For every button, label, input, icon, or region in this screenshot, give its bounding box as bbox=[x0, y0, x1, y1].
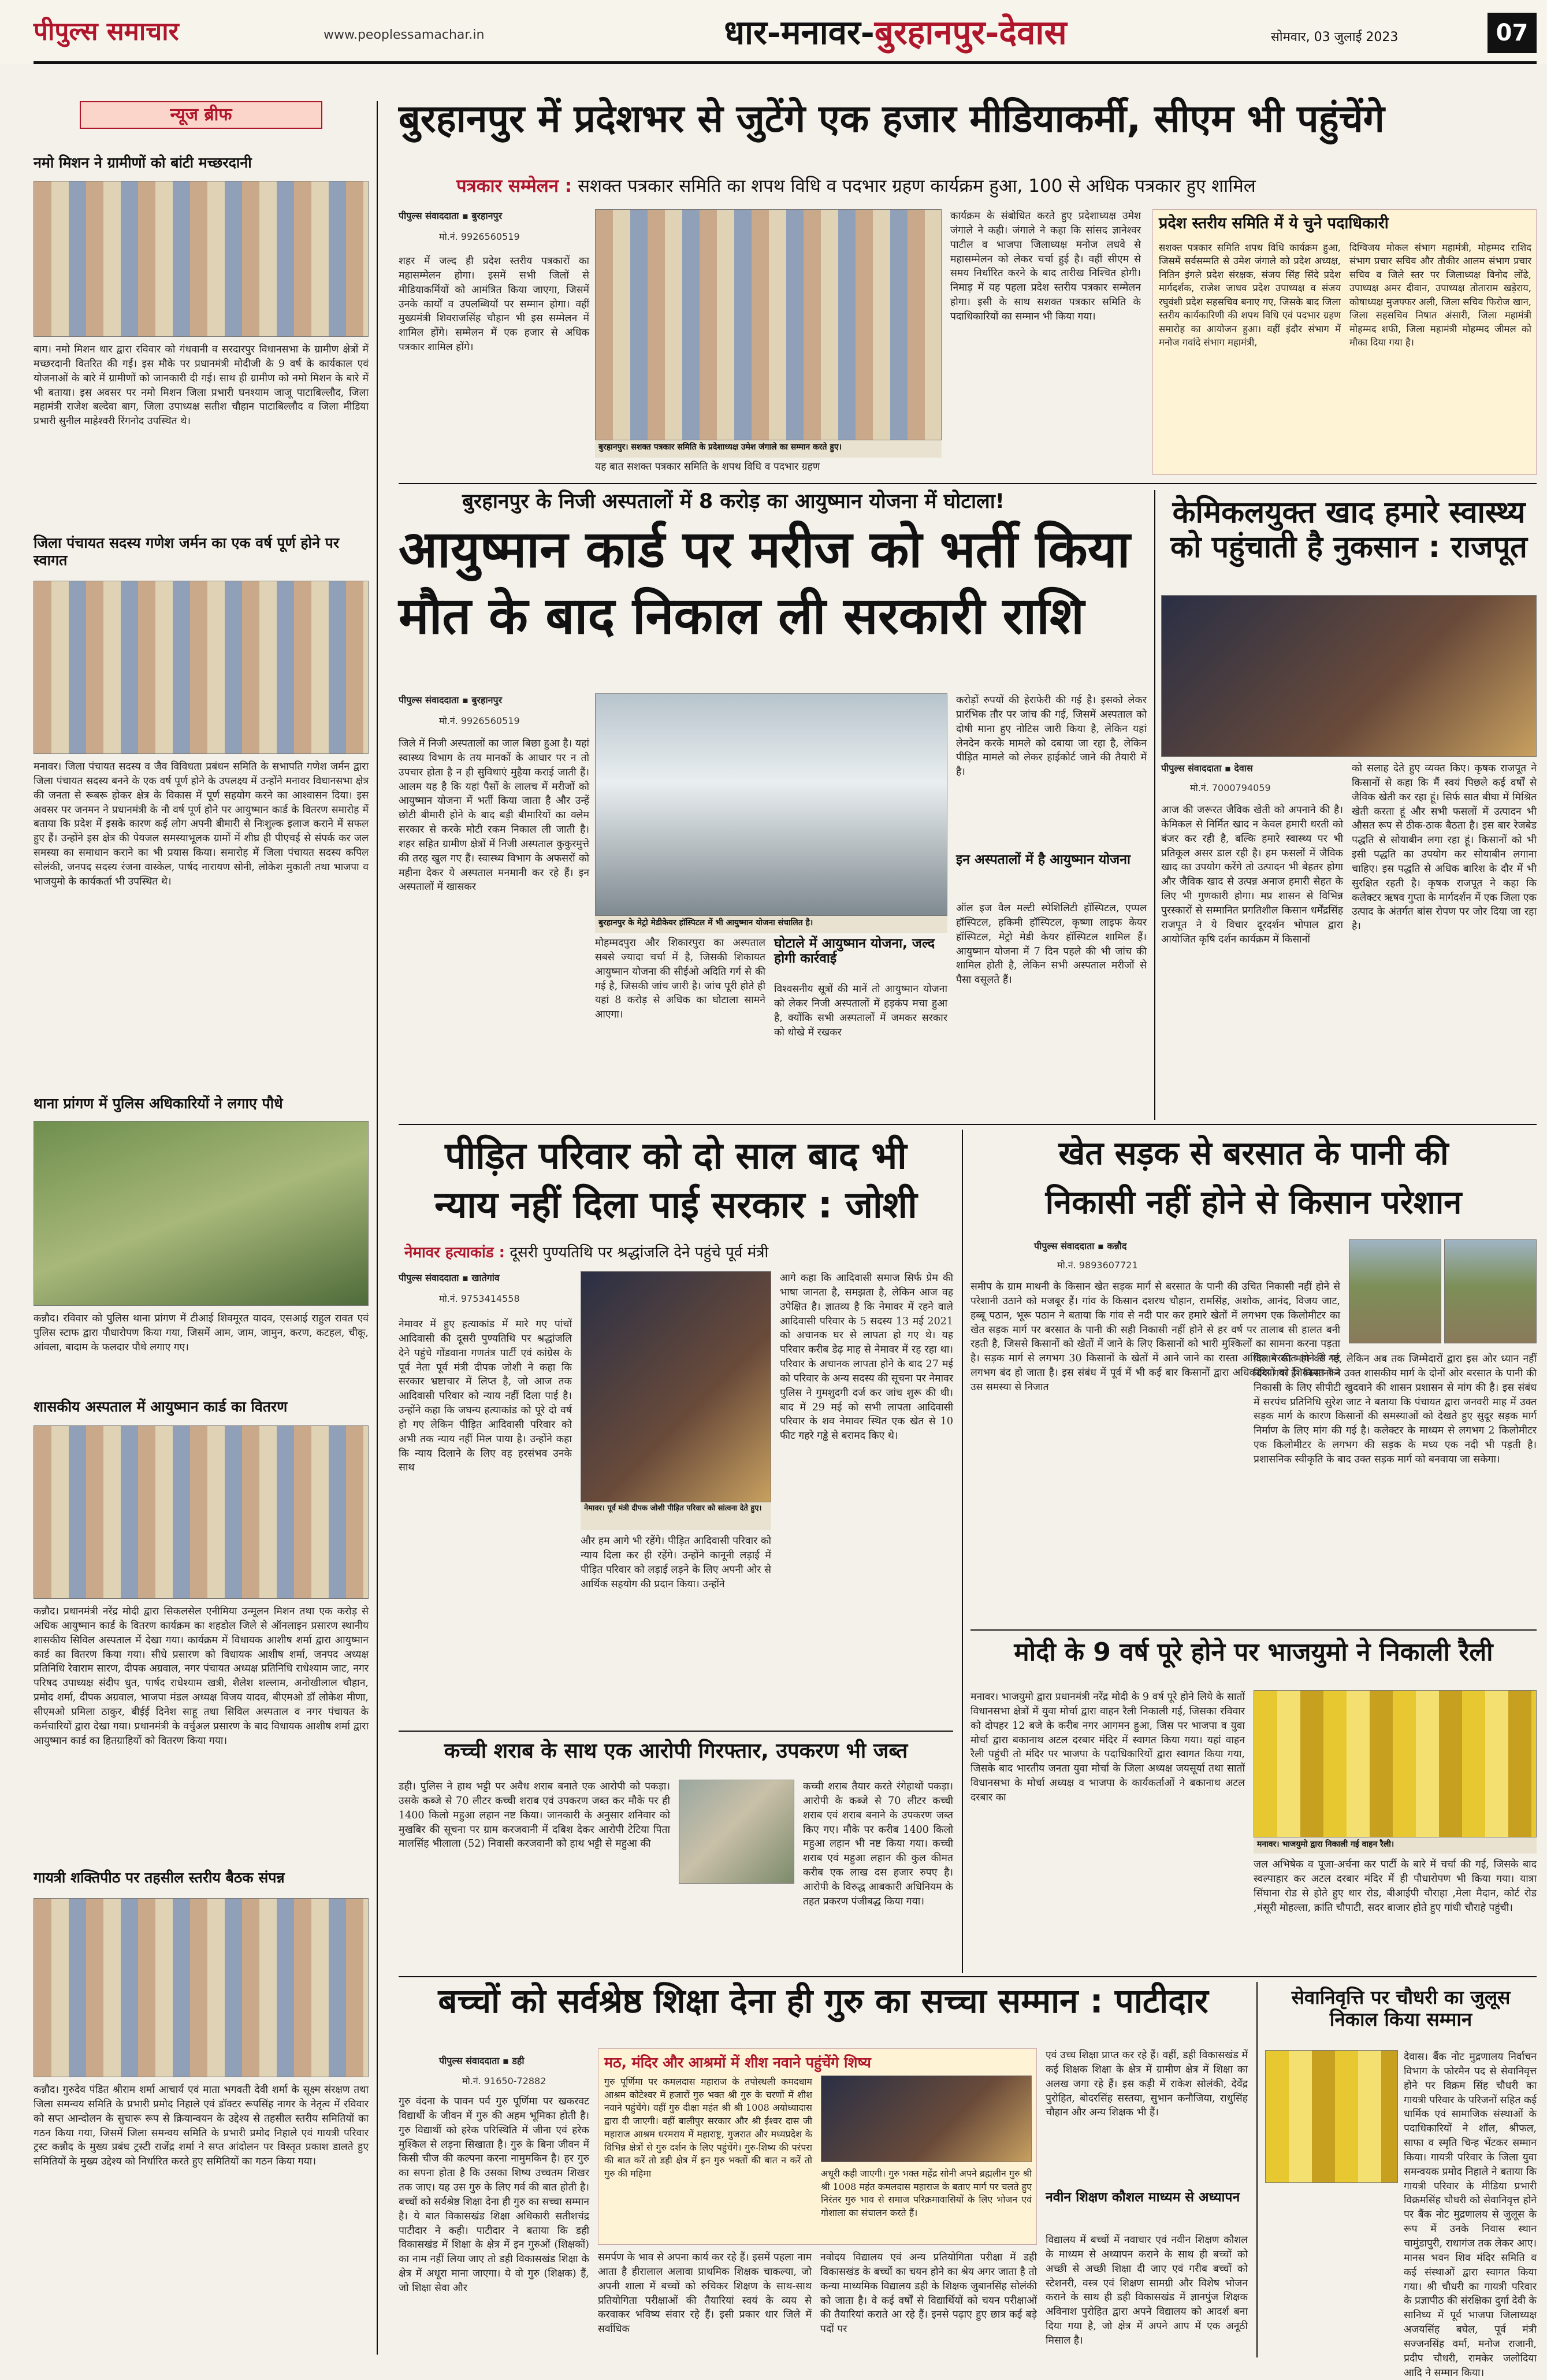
brief-text-2: मनावर। जिला पंचायत सदस्य व जैव विविधता प्रबंधन समिति के सभापति गणेश जर्मन द्वारा जिला पंचायत सदस्य बनने के एक वर्ष पूर्ण होने के उपलक्ष्य में उन्होंने मनावर विधानसभा क्षेत्र की जनता से रूबरू होकर क्षेत्र के विकास में पूर्ण सहयोग करने का आश्वासन दिया। इस अवसर पर जनमन ने प्रधानमंत्री के नौ वर्ष पूर्ण होने पर आयुष्मान कार्ड के वितरण समारोह में बताया कि प्रदेश में इसके कारण कई लोग अपनी बीमारी से निःशुल्क इलाज कराने में सफल हुए हैं। उन्होंने इस क्षेत्र की पेयजल समस्याभूलक ग्रामों में शीघ्र ही पीएचई से संपर्क कर जल समस्या का समाधान कराने का भी प्रयास किया। समारोह में जिला पंचायत सदस्य कपिल सोलंकी, जनपद सदस्य रंजना वास्केल, पार्षद नारायण सोनी, लोकेश मुकाती तथा भाजपा व भाजयुमो के कार्यकर्ता भी उपस्थित थे। bbox=[34, 761, 369, 888]
teacher-col1: गुरु वंदना के पावन पर्व गुरु पूर्णिमा पर खकरवट विद्यार्थी के जीवन में गुरु की अहम भूमिका होती है। गुरु विद्यार्थी को हरेक परिस्थिति में जीना एवं हरेक मुश्किल से लड़ना सिखाता है। गुरु के बिना जीवन में किसी चीज की कल्पना करना नामुमकिन है। हर गुरु का सपना होता है कि उसका शिष्य उच्चतम शिखर तक जाए। यह उस गुरु के लिए गर्व की बात होती है। बच्चों को सर्वश्रेष्ठ शिक्षा देना ही गुरु का सच्चा सम्मान है। ये बात विकासखंड शिक्षा अधिकारी सतीशचंद्र पाटीदार ने कही। पाटीदार ने बताया कि डही विकासखंड में शिक्षा के क्षेत्र में इन गुरुओं (शिक्षकों) का नाम नहीं लिया जाए तो डही विकासखंड शिक्षा के क्षेत्र में अधूरा माना जाएगा। ये वो गुरु (शिक्षक) हैं, जो शिक्षा सेवा और bbox=[399, 2096, 589, 2294]
chemical-headline: केमिकलयुक्त खाद हमारे स्वास्थ्य को पहुंचाती है नुकसान : राजपूत bbox=[1170, 495, 1527, 565]
ayushman-phone: मो.नं. 9926560519 bbox=[439, 715, 520, 726]
teacher-col7: विद्यालय में बच्चों में नवाचार एवं नवीन शिक्षण कौशल के माध्यम से अध्यापन कराने के साथ ही बच्चों को अच्छी से अच्छी शिक्षा दी जाए एवं गरीब बच्चों को स्टेशनरी, वस्त्र एवं शिक्षण सामग्री और विशेष भोजन कराने के साथ ही डही विकासखंड में ज्ञानपुंज शिक्षक अविनाश पुरोहित द्वारा अपने विद्यालय को आदर्श बना दिया गया है, जो क्षेत्र में अपने आप में एक अनूठी मिसाल है। bbox=[1046, 2234, 1248, 2346]
ayushman-caption: बुरहानपुर के मेट्रो मेडीकेयर हॉस्पिटल में भी आयुष्मान योजना संचालित है। bbox=[595, 916, 947, 933]
brief-title-2: जिला पंचायत सदस्य गणेश जर्मन का एक वर्ष पूर्ण होने पर स्वागत bbox=[34, 534, 340, 569]
joshi-headline-1: पीड़ित परिवार को दो साल बाद भी bbox=[445, 1135, 907, 1178]
brief-photo-5 bbox=[34, 1898, 369, 2077]
joshi-phone: मो.नं. 9753414558 bbox=[439, 1293, 520, 1304]
brief-title-3: थाना प्रांगण में पुलिस अधिकारियों ने लगाए पौधे bbox=[34, 1095, 283, 1112]
road-photo-1 bbox=[1349, 1239, 1441, 1343]
brief-text-1: बाग। नमो मिशन धार द्वारा रविवार को गंधवानी व सरदारपुर विधानसभा के ग्रामीण क्षेत्रों में मच्छरदानी वितरित की गई। इस मौके पर प्रधानमंत्री मोदीजी के 9 वर्ष के कार्यकाल एवं योजनाओं के बारे में ग्रामीणों को जानकारी दी गई। साथ ही ग्रामीण को नमो मिशन के बारे में भी बताया। इस अवसर पर नमो मिशन जिला प्रभारी घनश्याम जाजू पाटाबिल्लौद, जिला महामंत्री राजेश बल्देवा बाग, जिला उपाध्यक्ष सतीश चौहान पाटाबिल्लौद व जिला मीडिया प्रभारी सुनील माहेश्वरी रिंगनोद उपस्थित थे। bbox=[34, 344, 369, 428]
lead-kicker: पत्रकार सम्मेलन : bbox=[456, 176, 572, 196]
joshi-kicker: नेमावर हत्याकांड : bbox=[404, 1244, 505, 1261]
ayushman-byline-place: बुरहानपुर bbox=[471, 695, 503, 706]
joshi-byline-name: पीपुल्स संवाददाता bbox=[399, 1272, 459, 1283]
teacher-sub: नवीन शिक्षण कौशल माध्यम से अध्यापन bbox=[1046, 2190, 1240, 2205]
lead-photo bbox=[595, 209, 942, 440]
teacher-headline: बच्चों को सर्वश्रेष्ठ शिक्षा देना ही गुरु का सच्चा सम्मान : पाटीदार bbox=[438, 1981, 1208, 2021]
modi-divider bbox=[970, 1629, 1537, 1631]
brief-text-4: कन्नौद। प्रधानमंत्री नरेंद्र मोदी द्वारा सिकलसेल एनीमिया उन्मूलन मिशन तथा एक करोड़ से अधिक आयुष्मान कार्ड के वितरण कार्यक्रम का शहडोल जिले से ऑनलाइन प्रसारण स्थानीय शासकीय सिविल अस्पताल में देखा गया। कार्यक्रम में विधायक आशीष शर्मा द्वारा आयुष्मान कार्ड का वितरण किया गया। सीधे प्रसारण को विधायक आशीष शर्मा, जनपद अध्यक्ष प्रतिनिधि रेवाराम सारण, दीपक अग्रवाल, नगर पंचायत अध्यक्ष प्रतिनिधि राधेश्याम जाट, नगर परिषद उपाध्यक्ष संदीप धुत, पार्षद राधेश्याम खत्री, शैलेश शल्लाम, अनोखीलाल चौहान, प्रमोद शर्मा, दीपक अग्रवाल, भाजपा मंडल अध्यक्ष विजय यादव, बीएमओ डॉ लोकेश मीणा, सीएमओ प्रमिला ठाकुर, बीईई दिनेश साहू तथा सिविल अस्पताल व नगर पंचायत के कर्मचारियों द्वारा देखा गया। प्रधानमंत्री के वर्चुअल प्रसारण के बाद विधायक आशीष शर्मा द्वारा आयुष्मान कार्ड का हितग्राहियों को वितरण किया गया। bbox=[34, 1606, 369, 1747]
section-title-b: बुरहानपुर-देवास bbox=[874, 13, 1067, 52]
ayushman-byline: पीपुल्स संवाददाता ▪ बुरहानपुर bbox=[399, 695, 503, 706]
modi-caption: मनावर। भाजयुमो द्वारा निकाली गई वाहन रैली। bbox=[1254, 1837, 1537, 1854]
ayushman-col4: करोड़ों रुपयों की हेराफेरी की गई है। इसको लेकर प्रारंभिक तौर पर जांच की गई, जिसमें अस्पताल को दोषी माना हुए नोटिस जारी किया है, लेकिन यहां लेनदेन करके मामले को दबाया जा रहा है, लेकिन पीड़ित मामले को लेकर हाईकोर्ट जाने की तैयारी में है। bbox=[956, 695, 1147, 778]
ayushman-col2: मोहम्मदपुरा और शिकारपुरा का अस्पताल सबसे ज्यादा चर्चा में है, जिसकी शिकायत आयुष्मान योजना की सीईओ अदिति गर्ग से की गई है, जिसकी जांच जारी है। जांच पूरी होते ही यहां 8 करोड़ से अधिक का घोटाला सामने आएगा। bbox=[595, 937, 765, 1021]
teacher-byline: पीपुल्स संवाददाता ▪ डही bbox=[439, 2055, 525, 2066]
liquor-headline: कच्ची शराब के साथ एक आरोपी गिरफ्तार, उपकरण भी जब्त bbox=[444, 1739, 908, 1763]
road-byline-name: पीपुल्स संवाददाता bbox=[1034, 1241, 1095, 1252]
teacher-col3: अधूरी कही जाएगी। गुरु भक्त महेंद्र सोनी अपने ब्रह्मलीन गुरु श्री श्री 1008 महंत कमलदास महाराज के बताए मार्ग पर चलते हुए निरंतर गुरु भाव से समाज परिक्रमावासियों के लिए भोजन एवं गोशाला का संचालन करते हैं। bbox=[821, 2168, 1032, 2219]
road-phone: मो.नं. 9893607721 bbox=[1057, 1260, 1138, 1271]
masthead bbox=[0, 0, 1547, 64]
teacher-col4: समर्पण के भाव से अपना कार्य कर रहे हैं। इसमें पहला नाम आता है हीरालाल अलावा प्राथमिक शिक्षक चाकल्या, जो अपनी शाला में बच्चों को रुचिकर शिक्षण के साथ-साथ प्रतियोगिता परीक्षाओं की तैयारियां स्वयं के व्यय से करवाकर भविष्य संवार रहे हैं। इसी प्रकार धार जिले में सर्वाधिक bbox=[598, 2252, 812, 2336]
lead-officials-box bbox=[1152, 209, 1537, 475]
ayushman-sub1: घोटाले में आयुष्मान योजना, जल्द होगी कार्रवाई bbox=[774, 936, 935, 967]
liquor-col1: डही। पुलिस ने हाथ भट्टी पर अवैध शराब बनाते एक आरोपी को पकड़ा। उसके कब्जे से 70 लीटर कच्ची शराब एवं उपकरण जब्त कर मौके पर ही 1400 किलो महुआ लहान नष्ट किया। जानकारी के अनुसार शनिवार को मुखबिर की सूचना पर ग्राम करजवानी में दबिश देकर आरोपी टेटिया पिता मालसिंह भीलाला (52) निवासी करजवानी को हाथ भट्टी से महुआ की bbox=[399, 1781, 670, 1850]
ayushman-col3: विश्वसनीय सूत्रों की मानें तो आयुष्मान योजना को लेकर निजी अस्पतालों में हड़कंप मचा हुआ है, क्योंकि सभी अस्पतालों में जमकर सरकार को धोखे में रखकर bbox=[774, 983, 947, 1038]
ayushman-sub2: इन अस्पतालों में है आयुष्मान योजना bbox=[956, 852, 1130, 867]
joshi-headline-2: न्याय नहीं दिला पाई सरकार : जोशी bbox=[434, 1184, 917, 1227]
modi-photo bbox=[1254, 1690, 1537, 1837]
retire-headline: सेवानिवृत्ति पर चौधरी का जुलूस निकाल किया सम्मान bbox=[1291, 1986, 1511, 2030]
road-headline-1: खेत सड़क से बरसात के पानी की bbox=[1058, 1135, 1449, 1172]
modi-headline: मोदी के 9 वर्ष पूरे होने पर भाजयुमो ने निकाली रैली bbox=[1014, 1638, 1493, 1667]
teacher-byline-place: डही bbox=[512, 2055, 525, 2066]
lead-col1: शहर में जल्द ही प्रदेश स्तरीय पत्रकारों का महासम्मेलन होगा। इसमें सभी जिलों से मीडियाकर्मियों को आमंत्रित किया जाएगा, जिसमें उनके कार्यों व उपलब्धियों पर सम्मान होगा। वहीं मुख्यमंत्री शिवराजसिंह चौहान भी इस सम्मेलन में शामिल होंगे। सम्मेलन में एक हजार से अधिक पत्रकार शामिल होंगे। bbox=[399, 255, 589, 354]
chemical-col2: को सलाह देते हुए व्यक्त किए। कृषक राजपूत ने किसानों से कहा कि मैं स्वयं पिछले कई वर्षों से जैविक खेती कर रहा हूं। सिर्फ सात बीघा में मिश्रित खेती करता हूं और सभी फसलों में उत्पादन भी औसत रूप से ठीक-ठाक बैठता है। इस बार रेजबेड पद्धति से सोयाबीन लगा रहा हूं। किसानों को भी इसी पद्धति का उपयोग कर सोयाबीन लगाना चाहिए। इस पद्धति से अधिक बारिश के दौर में भी सुरक्षित रहती है। कृषक राजपूत ने कहा कि कलेक्टर ऋषव गुप्ता के मार्गदर्शन में एक जिला एक उत्पाद के अंतर्गत बांस रोपण पर जोर दिया जा रहा है। bbox=[1352, 763, 1537, 933]
chemical-byline-name: पीपुल्स संवाददाता bbox=[1161, 763, 1222, 774]
joshi-subhead bbox=[404, 1241, 959, 1262]
road-col1: समीप के ग्राम माथनी के किसान खेत सड़क मार्ग से बरसात के पानी की उचित निकासी नहीं होने से परेशानी उठाने को मजबूर हैं। गांव के किसान दशरथ चौहान, रामसिंह, अशोक, आनंद, विजय जाट, हब्बू पठान, भूरू पठान ने बताया कि गांव से नदी पार कर हमारे खेतों में लगभग एक किलोमीटर का खेत सड़क मार्ग पर बरसात के पानी की सही निकासी नहीं होने से हर वर्ष पर तालाब सी हालत बनी रहती है, जिससे किसानों को खेतों में जाने के लिए किसानों को भारी मुश्किलों का सामना करना पड़ता है। सड़क मार्ग से लगभग 30 किसानों के खेतों में आने जाने का रास्ता अधिक बरसात होने से पर लगभग बंद हो जाता है। इस संबंध में पूर्व में भी कई बार किसानों द्वारा अधिकारियों को शिकायत कर उस समस्या से निजात bbox=[970, 1281, 1340, 1393]
chemical-byline-place: देवास bbox=[1234, 763, 1253, 774]
brief-title-5: गायत्री शक्तिपीठ पर तहसील स्तरीय बैठक संपन्न bbox=[34, 1869, 285, 1886]
joshi-col2: और हम आगे भी रहेंगे। पीड़ित आदिवासी परिवार को न्याय दिला कर ही रहेंगे। उन्होंने कानूनी लड़ाई में पीड़ित परिवार को लड़ाई लड़ने के लिए अपनी ओर से आर्थिक सहयोग की प्रदान किया। उन्होंने bbox=[581, 1535, 771, 1590]
joshi-subhead-text: दूसरी पुण्यतिथि पर श्रद्धांजलि देने पहुंचे पूर्व मंत्री bbox=[510, 1244, 769, 1261]
brief-title-4: शासकीय अस्पताल में आयुष्मान कार्ड का वितरण bbox=[34, 1398, 288, 1415]
road-divider bbox=[962, 1130, 963, 1973]
brief-divider bbox=[377, 101, 378, 2355]
road-headline-2: निकासी नहीं होने से किसान परेशान bbox=[1045, 1184, 1462, 1221]
lead-headline: बुरहानपुर में प्रदेशभर से जुटेंगे एक हजार मीडियाकर्मी, सीएम भी पहुंचेंगे bbox=[399, 96, 1385, 141]
retire-text: देवास। बैंक नोट मुद्रणालय निर्वाचन विभाग के फोरमैन पद से सेवानिवृत्त होने पर विक्रम सिंह चौधरी का गायत्री परिवार के परिजनों सहित कई धार्मिक एवं सामाजिक संस्थाओं के पदाधिकारियों ने शॉल, श्रीफल, साफा व स्मृति चिन्ह भेंटकर सम्मान किया। गायत्री परिवार के जिला युवा समन्वयक प्रमोद निहाले ने बताया कि गायत्री परिवार के मीडिया प्रभारी विक्रमसिंह चौधरी को सेवानिवृत्त होने पर बैंक नोट मुद्रणालय से जुलूस के रूप में उनके निवास स्थान चामुंडापुरी, राधागंज तक लेकर आए। मानस भवन शिव मंदिर समिति व कई संस्थाओं द्वारा स्वागत किया गया। श्री चौधरी का गायत्री परिवार के प्रज्ञापीठ की संरक्षिका दुर्गा देवी के सानिध्य में पूर्व भाजपा जिलाध्यक्ष अजयसिंह बघेल, पूर्व मंत्री सज्जनसिंह वर्मा, मनोज राजानी, प्रदीप चौधरी, रामकेर जलोदिया आदि ने सम्मान किया। bbox=[1404, 2051, 1537, 2379]
masthead-url[interactable]: www.peoplessamachar.in bbox=[323, 28, 485, 42]
masthead-date: सोमवार, 03 जुलाई 2023 bbox=[1271, 30, 1399, 44]
lead-officials-b: दिग्विजय मोकल संभाग महामंत्री, मोहम्मद राशिद संभाग प्रचार सचिव और तौकीर आलम संभाग प्रचार सचिव व जिले स्तर पर जिलाध्यक्ष विनोद लोंढे, उपाध्यक्ष अमर दीवान, उपाध्यक्ष तोताराम खड़ेराय, कोषाध्यक्ष मुजफ्फर अली, जिला सचिव फिरोज खान, जिला सहसचिव निषात अंसारी, जिला महामंत्री मोहम्मद शफी, जिला महामंत्री मोहम्मद जीमल को मौका दिया गया है। bbox=[1349, 242, 1531, 348]
lead-officials-title: प्रदेश स्तरीय समिति में ये चुने पदाधिकारी bbox=[1159, 214, 1389, 232]
brief-photo-1 bbox=[34, 181, 369, 337]
teacher-col6: एवं उच्च शिक्षा प्राप्त कर रहे हैं। वहीं, डही विकासखंड में कई शिक्षक शिक्षा के क्षेत्र में ग्रामीण क्षेत्र में शिक्षा का अलख जगा रहे हैं। इस कड़ी में राकेश सोलंकी, देवेंद्र पुरोहित, बोदरसिंह सस्तया, सुभान कनौजिया, राधुसिंह चौहान और अन्य शिक्षक भी हैं। bbox=[1046, 2049, 1248, 2119]
chemical-col1: आज की जरूरत जैविक खेती को अपनाने की है। केमिकल से निर्मित खाद न केवल हमारी धरती को बंजर कर रही है, बल्कि हमारे स्वास्थ्य पर भी प्रतिकूल असर डाल रही है। हम फसलों में जैविक खाद का उपयोग करेंगे तो उत्पादन भी बेहतर होगा और जैविक खाद से उत्पन्न अनाज हमारी सेहत के लिए भी गुणकारी होगा। मप्र शासन से विभिन्न पुरस्कारों से सम्मानित प्रगतिशील किसान धर्मेंद्रसिंह राजपूत ने ये विचार दूरदर्शन भोपाल द्वारा आयोजित कृषि दर्शन कार्यक्रम में किसानों bbox=[1161, 804, 1343, 945]
road-col2: दिलाने की मांग की गई, लेकिन अब तक जिम्मेदारों द्वारा इस ओर ध्यान नहीं दिया गया है। किसानों ने उक्त शासकीय मार्ग के दोनों ओर बरसात के पानी की निकासी के लिए सीपीटी खुदवाने की शासन प्रशासन से मांग की है। इस संबंध में सरपंच प्रतिनिधि सुरेश जाट ने बताया कि पंचायत द्वारा जनवरी माह में उक्त सड़क मार्ग के कारण किसानों की समस्याओं को देखते हुए सुदूर सड़क मार्ग निर्माण के लिए मांग की गई है। कलेक्टर के माध्यम से लगभग 2 किलोमीटर एक किलोमीटर के लगभग की सड़क के मध्य एक नदी भी पड़ती है। प्रशासनिक स्वीकृति के बाद उक्त सड़क मार्ग को बनवाया जा सकेगा। bbox=[1254, 1353, 1537, 1465]
teacher-photo bbox=[821, 2075, 1032, 2162]
road-byline-place: कन्नौद bbox=[1107, 1241, 1127, 1252]
ayushman-kicker: बुरहानपुर के निजी अस्पतालों में 8 करोड़ का आयुष्मान योजना में घोटाला! bbox=[462, 490, 1005, 513]
joshi-col1: नेमावर में हुए हत्याकांड में मारे गए पांचों आदिवासी की दूसरी पुण्यतिथि पर श्रद्धांजलि देने पहुंचे गोंडवाना गणतंत्र पार्टी एवं कांग्रेस के पूर्व नेता पूर्व मंत्री दीपक जोशी ने कहा कि सरकार भ्रष्टाचार में लिप्त है, जो आज तक आदिवासी परिवार को न्याय नहीं दिला पाई है। उन्होंने कहा कि जघन्य हत्याकांड को पूरे दो वर्ष हो गए लेकिन पीड़ित आदिवासी परिवार को अभी तक न्याय नहीं मिल पाया है। उन्होंने कहा कि न्याय दिलाने के लिए वह हरसंभव उनके साथ bbox=[399, 1319, 572, 1474]
joshi-caption: नेमावर। पूर्व मंत्री दीपक जोशी पीड़ित परिवार को सांत्वना देते हुए। bbox=[581, 1502, 771, 1530]
chemical-photo bbox=[1161, 595, 1537, 757]
lead-subhead-text: सशक्त पत्रकार समिति का शपथ विधि व पदभार ग्रहण कार्यक्रम हुआ, 100 से अधिक पत्रकार हुए शामिल bbox=[578, 176, 1256, 196]
road-photo-2 bbox=[1444, 1239, 1537, 1343]
lead-subhead bbox=[456, 173, 1531, 196]
ayushman-headline-2: मौत के बाद निकाल ली सरकारी राशि bbox=[399, 586, 1084, 645]
teacher-box bbox=[598, 2048, 1037, 2245]
modi-col2: जल अभिषेक व पूजा-अर्चना कर पार्टी के बारे में चर्चा की गई, जिसके बाद स्वल्पाहार कर अटल दरबार मंदिर में ही पौधारोपण भी किया गया। यात्रा सिंघाना रोड से होते हुए धार रोड, बीआईपी चौराहा ,मेला मैदान, कोर्ट रोड ,मंसूरी मोहल्ला, क्रांति चौपाटी, सदर बाजार होते हुए गांधी चौराहे पहुंची। bbox=[1254, 1859, 1537, 1914]
chemical-phone: मो.नं. 7000794059 bbox=[1190, 782, 1271, 793]
lead-byline-place: बुरहानपुर bbox=[471, 210, 503, 221]
lead-byline-name: पीपुल्स संवाददाता bbox=[399, 210, 459, 221]
ayushman-headline-1: आयुष्मान कार्ड पर मरीज को भर्ती किया bbox=[399, 519, 1130, 579]
joshi-photo bbox=[581, 1271, 771, 1502]
joshi-col3: आगे कहा कि आदिवासी समाज सिर्फ प्रेम की भाषा जानता है, समझता है, लेकिन आज वह उपेक्षित है। ज्ञातव्य है कि नेमावर में रहने वाले आदिवासी परिवार के 5 सदस्य 13 मई 2021 को अचानक घर से लापता हो गए थे। यह परिवार करीब डेढ़ माह से नेमावर में रह रहा था। परिवार के अचानक लापता होने के बाद 27 मई को परिवार के अन्य सदस्य की सूचना पर नेमावर पुलिस ने गुमशुदगी दर्ज कर जांच शुरू की थी। बाद में 29 मई को सभी लापता आदिवासी परिवार के शव नेमावर स्थित एक खेत से 10 फीट गहरे गड्ढे से बरामद किए थे। bbox=[780, 1272, 953, 1442]
retire-divider bbox=[1256, 1982, 1258, 2357]
lead-col-bottom: यह बात सशक्त पत्रकार समिति के शपथ विधि व पदभार ग्रहण bbox=[595, 461, 820, 473]
lead-officials-a: सशक्त पत्रकार समिति शपथ विधि कार्यक्रम हुआ, जिसमें सर्वसम्मति से उमेश जंगाले को प्रदेश अध्यक्ष, नितिन इंगले प्रदेश संरक्षक, संजय सिंह सिंदे प्रदेश मार्गदर्शक, राजेश जाधव प्रदेश उपाध्यक्ष व संजय रघुवंशी प्रदेश सहसचिव बनाए गए, जिसके बाद जिला स्तरीय कार्यकारिणी की शपथ विधि एवं पदभार ग्रहण समारोह का आयोजन हुआ। वहीं इंदौर संभाग में मनोज गवांदे संभाग महामंत्री, bbox=[1159, 242, 1341, 348]
lead-divider bbox=[399, 483, 1537, 484]
news-brief-header: न्यूज ब्रीफ bbox=[80, 101, 322, 129]
joshi-byline-place: खातेगांव bbox=[471, 1272, 500, 1283]
road-byline: पीपुल्स संवाददाता ▪ कन्नौद bbox=[1034, 1241, 1127, 1252]
lead-col3: कार्यक्रम के संबोधित करते हुए प्रदेशाध्यक्ष उमेश जंगाले ने कही। जंगाले ने कहा कि सांसद ज्ञानेश्वर पाटील व भाजपा जिलाध्यक्ष मनोज लधवे से महासम्मेलन को लेकर चर्चा हुई है। वहीं सीएम से समय निर्धारित करने के बाद तारीख निश्चित होगी। निमाड़ में यह पहला प्रदेश स्तरीय पत्रकार सम्मेलन होगा। इसी के साथ सशक्त पत्रकार समिति के पदाधिकारियों का सम्मान भी किया गया। bbox=[950, 210, 1141, 322]
teacher-col2: गुरु पूर्णिमा पर कमलदास महाराज के तपोस्थली कमदधाम आश्रम कोटेश्वर में हजारों गुरु भक्त श्री गुरु के चरणों में शीश नवाने पहुंचेंगे। वहीं गुरु दीक्षा महंत श्री श्री 1008 अयोध्यादास द्वारा दी जाएगी। वहीं बालीपुर सरकार और श्री ईश्वर दास जी महाराज आश्रम धरमराय में महाराष्ट्र, गुजरात और मध्यप्रदेश के विभिन्न क्षेत्रों से गुरु दर्शन के लिए पहुंचेंगे। गुरु-शिष्य की परंपरा की बात करें तो डही क्षेत्र में इन गुरु भक्तों की बात न करें तो गुरु की महिमा bbox=[604, 2076, 812, 2179]
section-title bbox=[549, 8, 1242, 54]
modi-col1: मनावर। भाजयुमो द्वारा प्रधानमंत्री नरेंद्र मोदी के 9 वर्ष पूरे होने लिये के सातों विधानसभा क्षेत्रों में युवा मोर्चा द्वारा वाहन रैली निकाली गई, जिसका रविवार को दोपहर 12 बजे के करीब नगर आगमन हुआ, जिस पर भाजपा व युवा मोर्चा द्वारा बकानाथ अटल दरबार मंदिर में स्वागत किया गया। यहां वाहन रैली पहुंची तो मंदिर पर भाजपा के पदाधिकारियों द्वारा स्वागत किया गया, जिसके बाद भारतीय जनता युवा मोर्चा के जिला अध्यक्ष जयसूर्या तथा सातों विधानसभा के मोर्चा अध्यक्ष व भाजपा के कार्यकर्ताओं ने बकानाथ अटल दरबार का bbox=[970, 1691, 1245, 1803]
teacher-byline-name: पीपुल्स संवाददाता bbox=[439, 2055, 500, 2066]
brief-text-3: कन्नौद। रविवार को पुलिस थाना प्रांगण में टीआई शिवमूरत यादव, एसआई राहुल रावत एवं पुलिस स्टाफ द्वारा पौधारोपण किया गया, जिसमें आम, जाम, जामुन, करण, कटहल, चीकू, आंवला, बादाम के फलदार पौधे लगाए गए। bbox=[34, 1313, 369, 1353]
masthead-rule bbox=[34, 61, 1537, 64]
masthead-tagline bbox=[40, 3, 156, 12]
joshi-byline: पीपुल्स संवाददाता ▪ खातेगांव bbox=[399, 1272, 500, 1283]
section-title-a: धार-मनावर- bbox=[724, 13, 875, 52]
ayushman-col5: ऑल इज वैल मल्टी स्पेशिलिटी हॉस्पिटल, एप्पल हॉस्पिटल, हकिमी हॉस्पिटल, कृष्णा लाइफ केयर हॉस्पिटल, मेट्रो मेडी केयर हॉस्पिटल शामिल हैं। आयुष्मान योजना में 7 दिन पहले की भी जांच की शामिल होती है, लेकिन सभी अस्पताल मरीजों से पैसा वसूलते हैं। bbox=[956, 903, 1147, 986]
brief-photo-2 bbox=[34, 581, 369, 754]
brief-title-1: नमो मिशन ने ग्रामीणों को बांटी मच्छरदानी bbox=[34, 154, 252, 171]
teacher-kicker: मठ, मंदिर और आश्रमों में शीश नवाने पहुंचेंगे शिष्य bbox=[604, 2054, 871, 2071]
teacher-col5: नवोदय विद्यालय एवं अन्य प्रतियोगिता परीक्षा में डही विकासखंड के बच्चों का चयन होने का श्रेय अगर जाता है तो कन्या माध्यमिक विद्यालय डही के शिक्षक जुबानसिंह सोलंकी को जाता है। वे कई वर्षों से विद्यार्थियों को चयन परीक्षाओं की तैयारियां कराते आ रहे हैं। इनसे पढ़ाए हुए छात्र कई बड़े पदों पर bbox=[820, 2252, 1037, 2336]
lead-caption: बुरहानपुर। सशक्त पत्रकार समिति के प्रदेशाध्यक्ष उमेश जंगाले का सम्मान करते हुए। bbox=[595, 440, 942, 458]
brief-text-5: कन्नौद। गुरुदेव पंडित श्रीराम शर्मा आचार्य एवं माता भगवती देवी शर्मा के सूक्ष्म संरक्षण तथा जिला समन्वय समिति के प्रभारी प्रमोद निहाले एवं डॉक्टर रूपसिंह नागर के नेतृत्व में रविवार को सप्त आन्दोलन के सुचारू रूप से क्रियान्वयन के उद्देश्य से तहसील स्तरीय समितियों का गठन किया गया, जिसमें जिला समन्वय समिति के प्रभारी प्रमोद निहाले एवं गायत्री परिवार ट्रस्ट कन्नौद के मुख्य प्रबंध ट्रस्टी राजेंद्र शर्मा ने सप्त आंदोलन पर विस्तृत प्रकाश डालते हुए समितियों के मुख्य उद्देश्य को निर्धारित करते हुए समितियों का गठन किया गया। bbox=[34, 2084, 369, 2168]
masthead-logo: पीपुल्स समाचार bbox=[34, 17, 179, 46]
brief-photo-3 bbox=[34, 1121, 369, 1306]
teacher-phone: मो.नं. 91650-72882 bbox=[462, 2075, 546, 2086]
liquor-photo bbox=[679, 1780, 794, 1884]
chemical-byline: पीपुल्स संवाददाता ▪ देवास bbox=[1161, 763, 1253, 774]
news-brief-column bbox=[34, 101, 369, 2355]
page-number: 07 bbox=[1488, 13, 1537, 53]
ayushman-byline-name: पीपुल्स संवाददाता bbox=[399, 695, 459, 706]
brief-photo-4 bbox=[34, 1425, 369, 1599]
liquor-col2: कच्ची शराब तैयार करते रंगेहाथों पकड़ा। आरोपी के कब्जे से 70 लीटर कच्ची शराब एवं शराब बनाने के उपकरण जब्त किए गए। मौके पर करीब 1400 किलो महुआ लहान भी नष्ट किया गया। कच्ची शराब एवं महुआ लहान की कुल कीमत करीब एक लाख दस हजार रुपए है। आरोपी के विरुद्ध आबकारी अधिनियम के तहत प्रकरण पंजीबद्ध किया गया। bbox=[803, 1781, 953, 1907]
lead-phone: मो.नं. 9926560519 bbox=[439, 231, 520, 242]
bottom-divider bbox=[399, 1976, 1537, 1977]
mid-divider bbox=[399, 1124, 1537, 1125]
ayushman-col1: जिले में निजी अस्पतालों का जाल बिछा हुआ है। यहां स्वास्थ्य विभाग के तय मानकों के आधार पर न तो उपचार होता है न ही सुविधाएं मुहैया कराई जाती हैं। आलम यह है कि यहां पैसों के लालच में मरीजों को आयुष्मान योजना में भर्ती किया जाता है और उन्हें छोटी बीमारी होने के बाद बड़ी बीमारियों का क्लेम सरकार से करके मोटी रकम निकाल ली जाती है। शहर सहित ग्रामीण क्षेत्रों में निजी अस्पताल कुकुरमुत्ते की तरह खुल गए हैं। स्वास्थ्य विभाग के अफसरों को महीना देकर ये अस्पताल मनमानी कर रहे हैं। इन अस्पतालों में खासकर bbox=[399, 738, 589, 893]
ayushman-photo bbox=[595, 693, 947, 916]
liquor-divider bbox=[399, 1731, 953, 1732]
lead-byline: पीपुल्स संवाददाता ▪ बुरहानपुर bbox=[399, 210, 503, 221]
chemical-divider bbox=[1154, 490, 1155, 1120]
